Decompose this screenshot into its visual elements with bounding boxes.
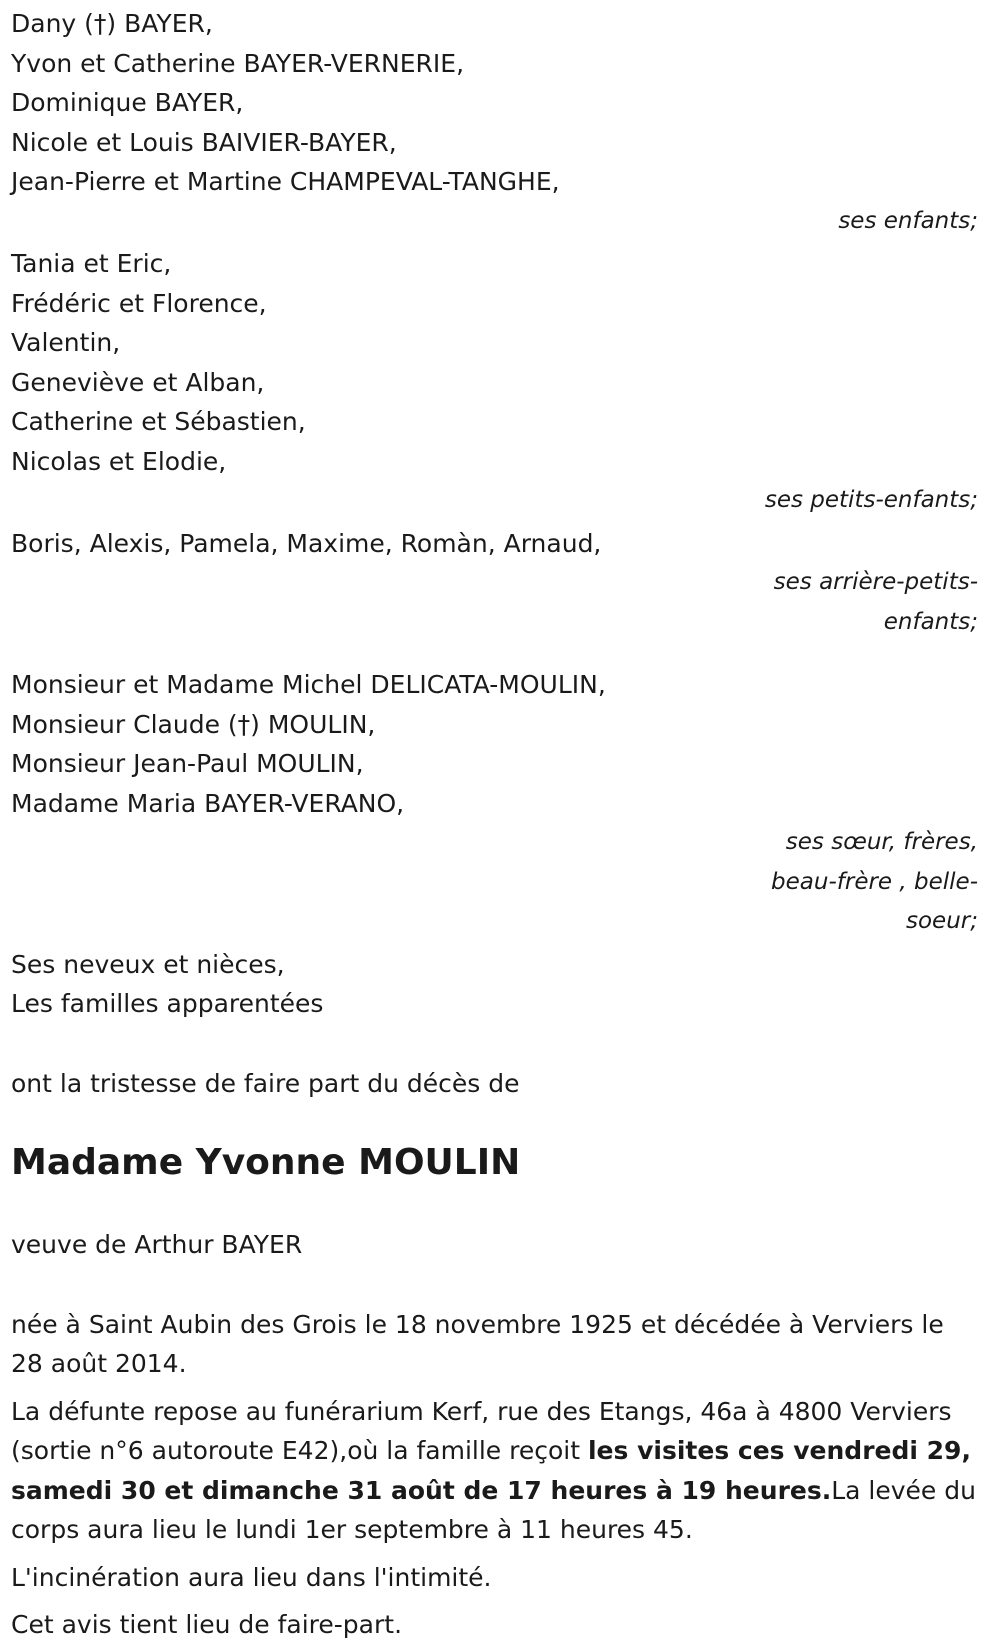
extended-family-line: Ses neveux et nièces, [11,949,285,979]
grandchildren-line: Valentin, [11,328,121,357]
grandchildren-line: Catherine et Sébastien, [11,407,306,436]
children-line: Dominique BAYER, [11,88,244,117]
grandchildren-line: Frédéric et Florence, [11,288,267,318]
children-role: ses enfants; [838,207,978,234]
repose-details [11,1392,978,1550]
levee-text: La levée du corps aura lieu le lundi 1er septembre à 11 heures 45. [11,1475,976,1544]
children-line: Jean-Pierre et Martine CHAMPEVAL-TANGHE, [11,167,560,196]
grandchildren-line: Geneviève et Alban, [11,367,265,397]
extended-family-group [11,945,978,1024]
grandchildren-role: ses petits-enfants; [764,487,978,513]
siblings-line: Monsieur Claude (†) MOULIN, [11,709,376,739]
children-group [11,4,978,241]
grandchildren-line: Tania et Eric, [11,249,172,278]
siblings-line: Madame Maria BAYER-VERANO, [11,788,405,818]
visits-text: les visites ces vendredi 29, samedi 30 et dimanche 31 août de 17 heures à 19 heures. [11,1436,971,1505]
great-grandchildren-line: Boris, Alexis, Pamela, Maxime, Romàn, Arnaud, [11,528,602,558]
repose-intro-text: La défunte repose au funérarium Kerf, rue des Etangs, 46a à 4800 Verviers (sortie n°6 autoroute E42),où la famille reçoit [11,1396,952,1465]
siblings-line: Monsieur Jean-Paul MOULIN, [11,749,364,778]
grandchildren-line: Nicolas et Elodie, [11,446,227,476]
announcement-text: ont la tristesse de faire part du décès de [11,1068,520,1098]
siblings-line: Monsieur et Madame Michel DELICATA-MOULIN, [11,670,606,699]
children-line: Nicole et Louis BAIVIER-BAYER, [11,127,397,157]
children-line: Yvon et Catherine BAYER-VERNERIE, [11,48,465,78]
birth-death-text: née à Saint Aubin des Grois le 18 novembre 1925 et décédée à Verviers le 28 août 2014. [11,1309,944,1378]
great-grandchildren-group [11,524,978,643]
widow-of-text: veuve de Arthur BAYER [11,1230,303,1259]
notice-text: Cet avis tient lieu de faire-part. [11,1610,403,1639]
great-grandchildren-role: ses arrière-petits-enfants; [773,569,978,635]
children-line: Dany (†) BAYER, [11,9,213,38]
grandchildren-group [11,244,978,521]
extended-family-line: Les familles apparentées [11,989,324,1018]
deceased-name: Madame Yvonne MOULIN [11,1142,521,1183]
siblings-group [11,665,978,942]
siblings-role: ses sœur, frères, beau-frère , belle-soeur; [771,829,978,934]
incineration-text: L'incinération aura lieu dans l'intimité. [11,1562,492,1592]
